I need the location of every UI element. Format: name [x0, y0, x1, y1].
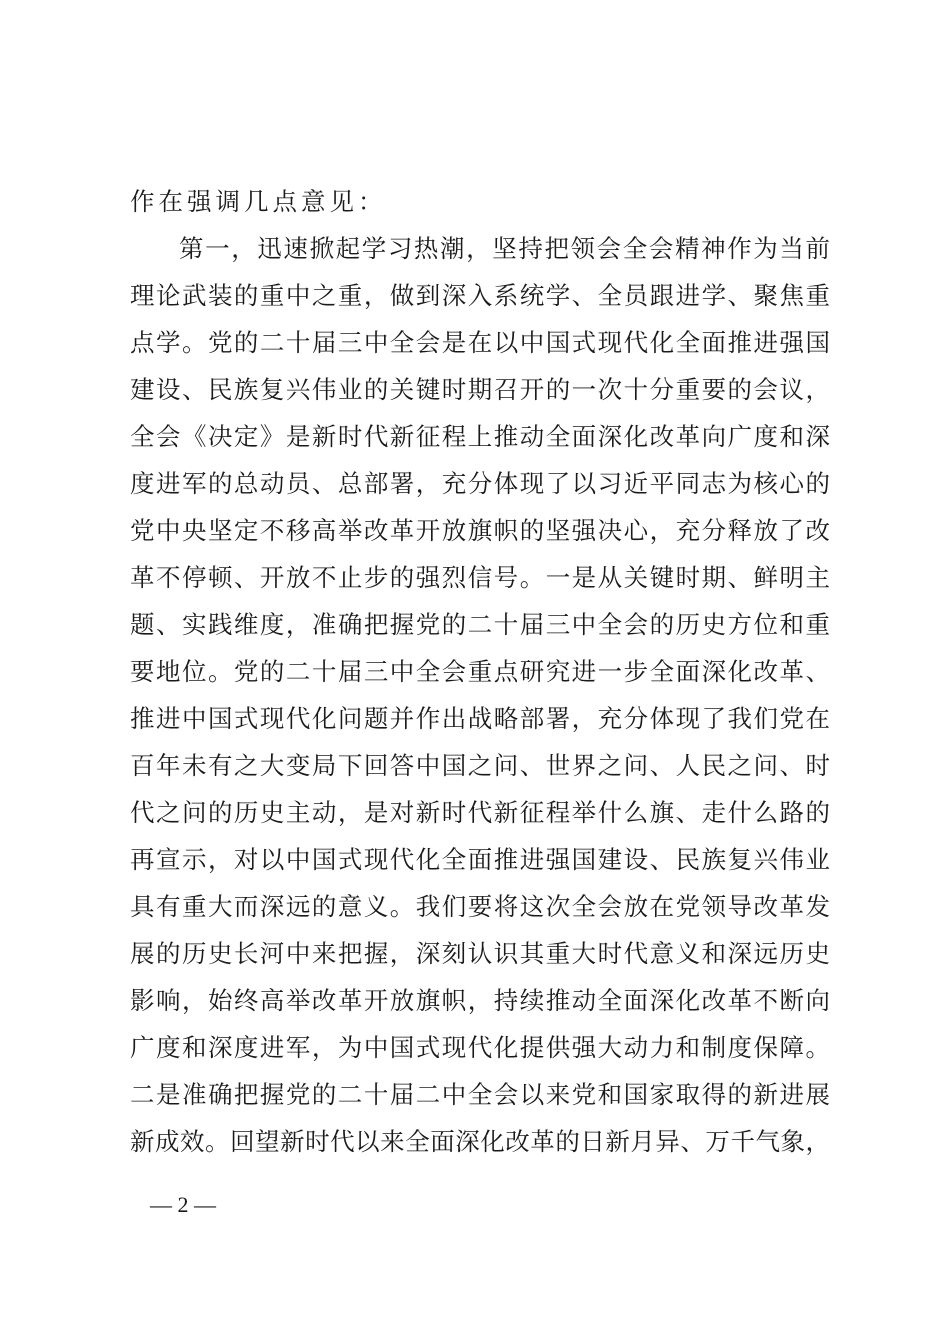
text-line-14: 代之问的历史主动，是对新时代新征程举什么旗、走什么路的	[130, 798, 830, 827]
text-line-20: 二是准确把握党的二十届二中全会以来党和国家取得的新进展	[130, 1080, 830, 1109]
text-line-12: 推进中国式现代化问题并作出战略部署，充分体现了我们党在	[130, 704, 830, 733]
text-line-8: 党中央坚定不移高举改革开放旗帜的坚强决心，充分释放了改	[130, 516, 830, 545]
text-line-6: 全会《决定》是新时代新征程上推动全面深化改革向广度和深	[130, 422, 830, 451]
text-line-17: 展的历史长河中来把握，深刻认识其重大时代意义和深远历史	[130, 939, 830, 968]
text-line-13: 百年未有之大变局下回答中国之问、世界之问、人民之问、时	[130, 751, 830, 780]
text-line-21: 新成效。回望新时代以来全面深化改革的日新月异、万千气象，	[130, 1127, 830, 1156]
text-line-11: 要地位。党的二十届三中全会重点研究进一步全面深化改革、	[130, 657, 830, 686]
page-number: — 2 —	[150, 1192, 216, 1217]
text-line-3: 理论武装的重中之重，做到深入系统学、全员跟进学、聚焦重	[130, 281, 830, 310]
text-line-4: 点学。党的二十届三中全会是在以中国式现代化全面推进强国	[130, 328, 830, 357]
text-line-2: 第一，迅速掀起学习热潮，坚持把领会全会精神作为当前	[179, 234, 830, 263]
text-line-9: 革不停顿、开放不止步的强烈信号。一是从关键时期、鲜明主	[130, 563, 830, 592]
body-text	[130, 178, 830, 1165]
text-line-15: 再宣示，对以中国式现代化全面推进强国建设、民族复兴伟业	[130, 845, 830, 874]
text-line-10: 题、实践维度，准确把握党的二十届三中全会的历史方位和重	[130, 610, 830, 639]
text-line-7: 度进军的总动员、总部署，充分体现了以习近平同志为核心的	[130, 469, 830, 498]
text-line-5: 建设、民族复兴伟业的关键时期召开的一次十分重要的会议，	[130, 375, 830, 404]
text-line-1: 作在强调几点意见：	[130, 187, 387, 216]
text-line-16: 具有重大而深远的意义。我们要将这次全会放在党领导改革发	[130, 892, 830, 921]
text-line-19: 广度和深度进军，为中国式现代化提供强大动力和制度保障。	[130, 1033, 830, 1062]
text-line-18: 影响，始终高举改革开放旗帜，持续推动全面深化改革不断向	[130, 986, 830, 1015]
